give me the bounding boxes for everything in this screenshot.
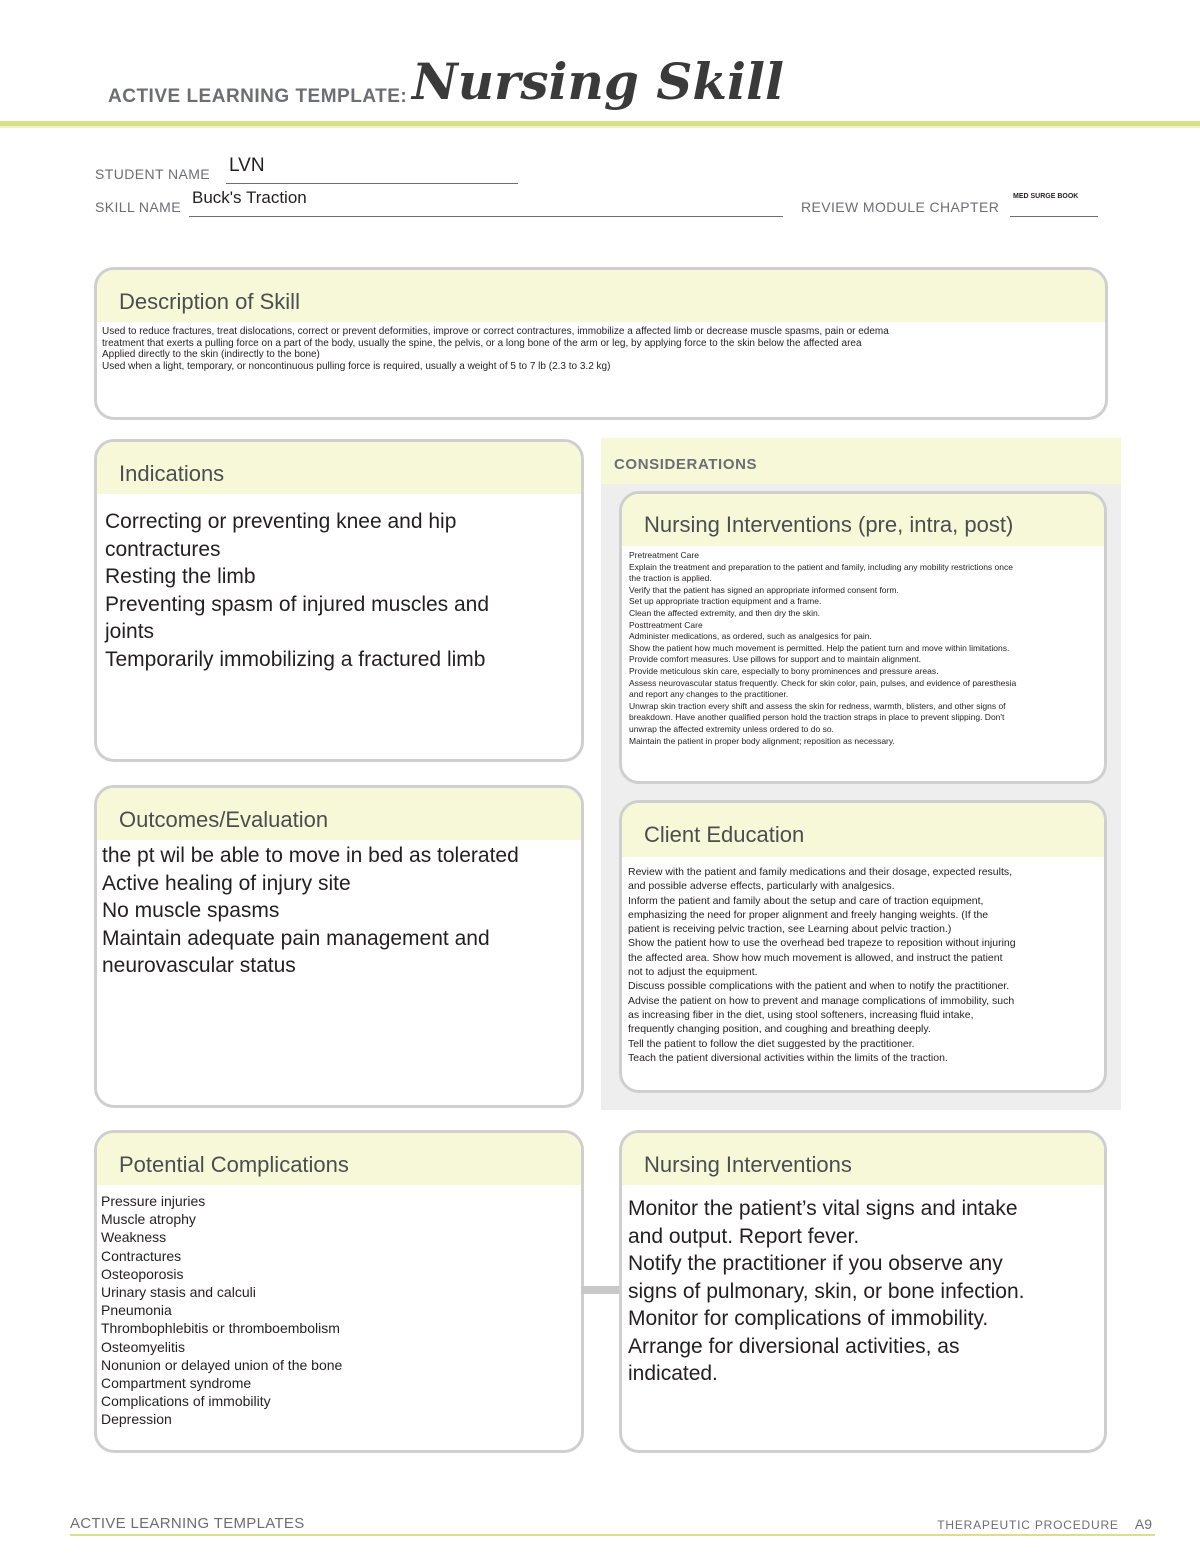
education-line: Advise the patient on how to prevent and manage complications of immobility, such <box>628 994 1015 1007</box>
client-education-content[interactable] <box>622 857 1104 1073</box>
outcome-line: Active healing of injury site <box>102 871 351 895</box>
nursing-interventions-pip-box <box>619 491 1107 784</box>
pip-line: Clean the affected extremity, and then dry the skin. <box>629 607 821 618</box>
complication-line: Nonunion or delayed union of the bone <box>101 1356 343 1373</box>
box-connector <box>581 1286 621 1294</box>
indication-line: Correcting or preventing knee and hip <box>105 510 457 533</box>
client-education-box <box>619 800 1107 1093</box>
nursing-interventions-box <box>619 1130 1107 1453</box>
outcome-line: neurovascular status <box>102 954 296 977</box>
pip-line: Assess neurovascular status frequently. Check for skin color, pain, pulses, and evidence of paresthesia <box>629 677 1017 688</box>
pip-line: Unwrap skin traction every shift and assess the skin for redness, warmth, blisters, and other signs of <box>629 700 1006 711</box>
education-line: emphasizing the need for proper alignment and freely hanging weights. (If the <box>628 908 989 921</box>
outcomes-title: Outcomes/Evaluation <box>97 788 581 840</box>
intervention-line: Monitor the patient’s vital signs and intake <box>628 1197 1018 1220</box>
complication-line: Depression <box>101 1411 172 1428</box>
intervention-line: Arrange for diversional activities, as <box>628 1334 960 1358</box>
pip-line: unwrap the affected extremity unless ordered to do so. <box>629 723 834 734</box>
description-content[interactable] <box>97 322 1105 376</box>
footer-left-text: ACTIVE LEARNING TEMPLATES <box>70 1515 305 1532</box>
description-line: Applied directly to the skin (indirectly to the bone) <box>102 349 320 361</box>
complications-box <box>94 1130 584 1453</box>
complication-line: Osteoporosis <box>101 1265 184 1282</box>
education-line: Teach the patient diversional activities within the limits of the traction. <box>628 1051 948 1064</box>
complications-title: Potential Complications <box>97 1133 581 1185</box>
outcome-line: No muscle spasms <box>102 899 280 922</box>
template-prefix: ACTIVE LEARNING TEMPLATE: <box>108 86 408 107</box>
education-line: as increasing fiber in the diet, using stool softeners, increasing fluid intake, <box>628 1008 974 1021</box>
education-line: Review with the patient and family medications and their dosage, expected results, <box>628 866 1013 878</box>
description-line: Used to reduce fractures, treat dislocations, correct or prevent deformities, improve or correct contractures, immobilize a affected limb or decrease muscle spasms, pain or edema <box>102 326 889 337</box>
complication-line: Complications of immobility <box>101 1393 271 1410</box>
complication-line: Urinary stasis and calculi <box>101 1284 256 1301</box>
pip-line: and report any changes to the practitioner. <box>629 689 789 700</box>
indications-title: Indications <box>97 442 581 494</box>
review-chapter-label: REVIEW MODULE CHAPTER <box>801 199 1000 215</box>
complications-content[interactable] <box>97 1185 581 1436</box>
description-line: Used when a light, temporary, or noncontinuous pulling force is required, usually a weight of 5 to 7 lb (2.3 to 3.2 kg) <box>102 360 611 372</box>
outcome-line: the pt wil be able to move in bed as tolerated <box>102 844 519 867</box>
complication-line: Thrombophlebitis or thromboembolism <box>101 1320 340 1337</box>
student-name-value: LVN <box>229 155 265 176</box>
education-line: the affected area. Show how much movement is allowed, and instruct the patient <box>628 951 1003 964</box>
pip-line: Pretreatment Care <box>629 550 699 560</box>
skill-name-label: SKILL NAME <box>95 199 181 215</box>
pip-line: breakdown. Have another qualified person hold the traction straps in place to prevent slipping. Don't <box>629 712 1005 723</box>
intervention-line: signs of pulmonary, skin, or bone infection. <box>628 1279 1025 1303</box>
pip-line: Explain the treatment and preparation to the patient and family, including any mobility restrictions once <box>629 561 1013 572</box>
pip-line: Provide comfort measures. Use pillows for support and to maintain alignment. <box>629 654 921 665</box>
skill-name-field[interactable] <box>189 188 783 217</box>
nursing-interventions-pip-title: Nursing Interventions (pre, intra, post) <box>622 494 1104 546</box>
pip-line: Posttreatment Care <box>629 619 703 630</box>
indication-line: joints <box>105 620 155 643</box>
pip-line: Verify that the patient has signed an appropriate informed consent form. <box>629 584 899 595</box>
education-line: Tell the patient to follow the diet suggested by the practitioner. <box>628 1037 915 1050</box>
education-line: and possible adverse effects, particularly with analgesics. <box>628 880 895 893</box>
footer-page-number: A9 <box>1134 1516 1152 1532</box>
header-rule-light <box>0 126 1200 128</box>
intervention-line: Monitor for complications of immobility. <box>628 1307 989 1330</box>
complication-line: Osteomyelitis <box>101 1338 186 1355</box>
intervention-line: Notify the practitioner if you observe any <box>628 1252 1003 1275</box>
complication-line: Weakness <box>101 1229 167 1246</box>
considerations-title: CONSIDERATIONS <box>614 456 758 473</box>
complication-line: Muscle atrophy <box>101 1211 196 1228</box>
indications-content[interactable] <box>97 494 581 687</box>
pip-line: Show the patient how much movement is permitted. Help the patient turn and move within limitations. <box>629 642 1010 653</box>
indication-line: Preventing spasm of injured muscles and <box>105 592 490 616</box>
description-box <box>94 267 1108 420</box>
indication-line: contractures <box>105 537 221 561</box>
education-line: frequently changing position, and coughing and breathing deeply. <box>628 1023 931 1036</box>
pip-line: Provide meticulous skin care, especially to bony prominences and pressure areas. <box>629 665 939 676</box>
student-name-label: STUDENT NAME <box>95 166 210 182</box>
description-title: Description of Skill <box>97 270 1105 322</box>
outcomes-box <box>94 785 584 1108</box>
education-line: not to adjust the equipment. <box>628 966 758 979</box>
education-line: Show the patient how to use the overhead bed trapeze to reposition without injuring <box>628 937 1016 950</box>
student-name-field[interactable] <box>226 155 518 184</box>
pip-line: Set up appropriate traction equipment and a frame. <box>629 596 822 607</box>
review-chapter-field[interactable] <box>1010 193 1098 217</box>
nursing-interventions-title: Nursing Interventions <box>622 1133 1104 1185</box>
complication-line: Pneumonia <box>101 1302 172 1319</box>
indication-line: Temporarily immobilizing a fractured limb <box>105 647 486 671</box>
pip-line: Maintain the patient in proper body alignment; reposition as necessary. <box>629 735 895 746</box>
nursing-interventions-content[interactable] <box>622 1185 1104 1398</box>
education-line: patient is receiving pelvic traction, see Learning about pelvic traction.) <box>628 923 952 936</box>
complication-line: Contractures <box>101 1247 182 1264</box>
footer-right <box>937 1516 1152 1532</box>
footer-procedure-label: THERAPEUTIC PROCEDURE <box>937 1518 1119 1532</box>
review-chapter-value: MED SURGE BOOK <box>1013 193 1079 200</box>
footer-rule <box>70 1534 1155 1536</box>
education-line: Inform the patient and family about the setup and care of traction equipment, <box>628 894 984 907</box>
description-line: treatment that exerts a pulling force on a part of the body, usually the spine, the pelvis, or a long bone of the arm or leg, by applying force to the skin below the affected area <box>102 337 862 349</box>
skill-name-value: Buck's Traction <box>192 188 307 207</box>
client-education-title: Client Education <box>622 803 1104 857</box>
indication-line: Resting the limb <box>105 565 256 588</box>
complication-line: Pressure injuries <box>101 1193 206 1209</box>
complication-line: Compartment syndrome <box>101 1375 252 1392</box>
indications-box <box>94 439 584 762</box>
nursing-interventions-pip-content[interactable] <box>622 546 1104 751</box>
pip-line: Administer medications, as ordered, such as analgesics for pain. <box>629 631 872 642</box>
education-line: Discuss possible complications with the patient and when to notify the practitioner. <box>628 980 1010 993</box>
intervention-line: and output. Report fever. <box>628 1224 860 1248</box>
template-title: Nursing Skill <box>412 52 784 111</box>
pip-line: the traction is applied. <box>629 573 712 584</box>
outcome-line: Maintain adequate pain management and <box>102 926 490 950</box>
intervention-line: indicated. <box>628 1362 718 1385</box>
outcomes-content[interactable] <box>97 840 581 982</box>
